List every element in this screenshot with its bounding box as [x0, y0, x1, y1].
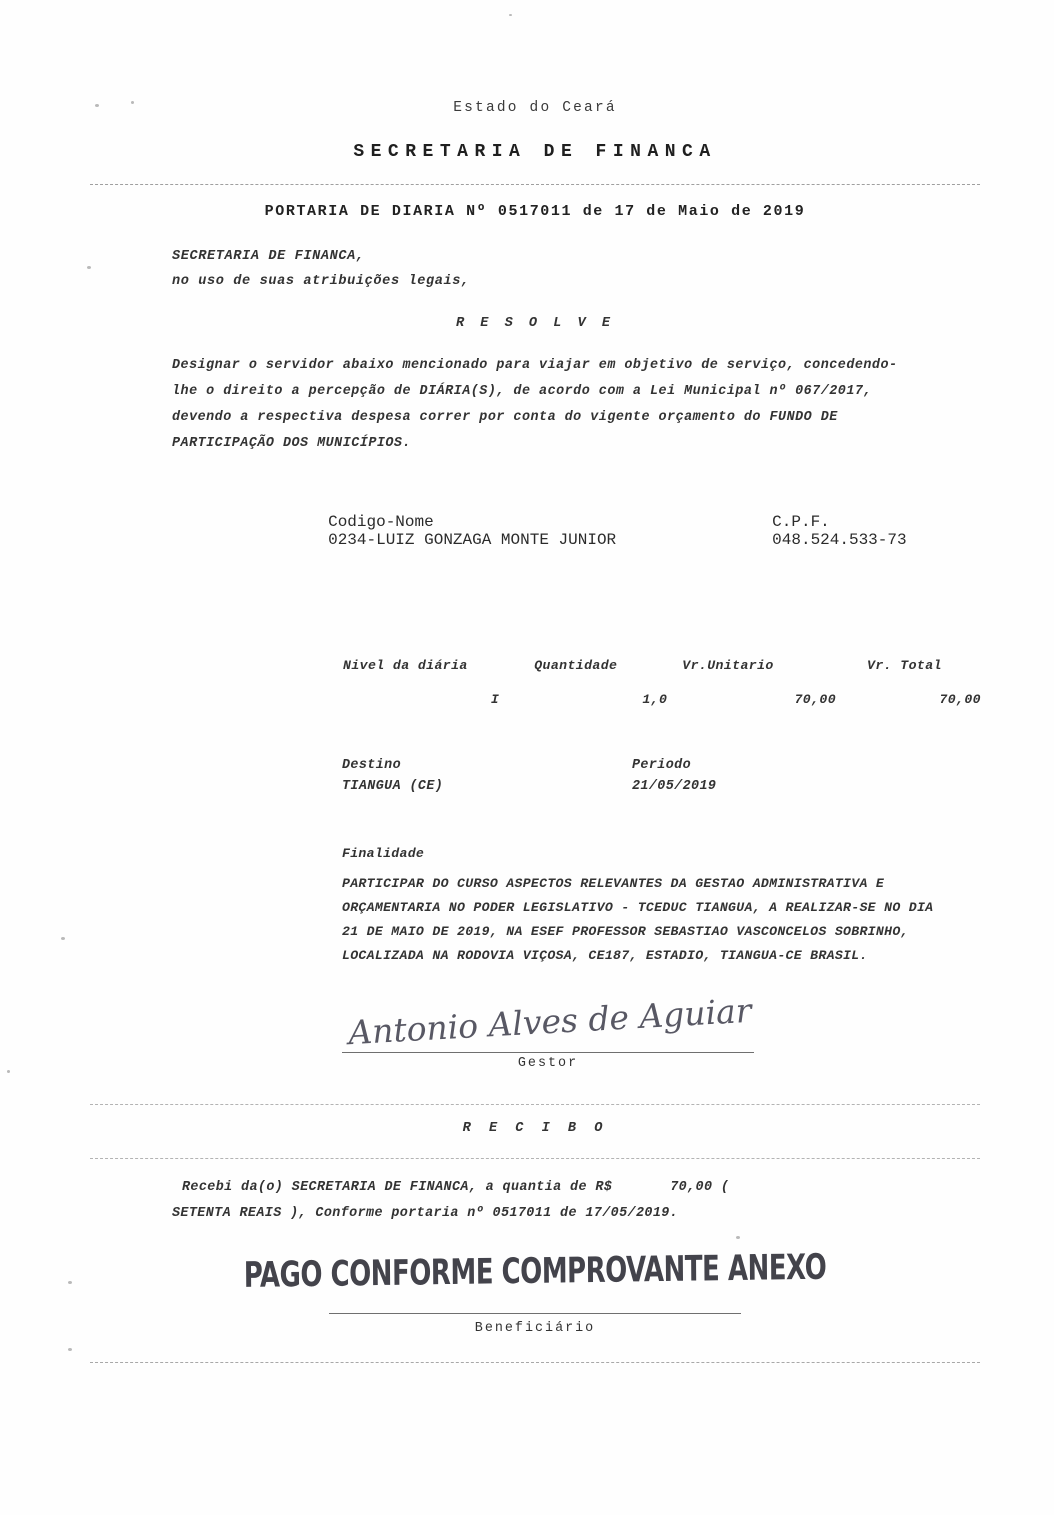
preamble-line-2: no uso de suas atribuições legais, — [172, 274, 470, 289]
gestor-label: Gestor — [517, 1056, 579, 1071]
servidor-section — [90, 513, 980, 549]
col-quantidade: Quantidade — [534, 658, 618, 673]
col-valor-unitario: Vr.Unitario — [682, 658, 774, 673]
paid-stamp: PAGO CONFORME COMPROVANTE ANEXO — [243, 1247, 827, 1297]
diaria-table-wrap — [90, 657, 980, 708]
portaria-number: PORTARIA DE DIARIA Nº 0517011 de 17 de Maio de 2019 — [264, 203, 806, 220]
destino-value: TIANGUA (CE) — [342, 779, 444, 794]
finalidade-text: PARTICIPAR DO CURSO ASPECTOS RELEVANTES DA GESTAO ADMINISTRATIVA E ORÇAMENTARIA NO PODER LEGISLATIVO - TCEDUC TIANGUA, A REALIZAR-SE NO DIA 21 DE MAIO DE 2019, NA ESEF PROFESSOR SEBASTIAO VASCONCELOS SOBRINHO, LOCALIZADA NA RODOVIA VIÇOSA, CE187, ESTADIO, TIANGUA-CE BRASIL. — [342, 876, 934, 963]
col-valor-total: Vr. Total — [867, 658, 942, 673]
preamble-line-1: SECRETARIA DE FINANCA, — [172, 249, 365, 264]
cell-valor-total: 70,00 — [939, 692, 981, 707]
codigo-nome-value: 0234-LUIZ GONZAGA MONTE JUNIOR — [328, 531, 617, 549]
designation-paragraph: Designar o servidor abaixo mencionado para viajar em objetivo de serviço, concedendo-lhe o direito a percepção de DIÁRIA(S), de acordo com a Lei Municipal nº 067/2017, devendo a respectiva despesa correr por conta do vigente orçamento do FUNDO DE PARTICIPAÇÃO DOS MUNICÍPIOS. — [172, 358, 898, 451]
col-nivel: Nivel da diária — [343, 658, 468, 673]
table-row — [342, 691, 982, 708]
destino-col — [342, 758, 632, 794]
codigo-nome-label: Codigo-Nome — [328, 513, 434, 531]
recibo-line-1: Recebi da(o) SECRETARIA DE FINANCA, a quantia de R$ — [182, 1180, 613, 1195]
beneficiario-label: Beneficiário — [474, 1321, 596, 1336]
divider-bottom — [90, 1362, 980, 1363]
periodo-label: Periodo — [632, 758, 692, 773]
finalidade-section — [90, 842, 980, 968]
divider-recibo-top — [90, 1104, 980, 1105]
scan-speck — [68, 1281, 72, 1284]
diaria-table — [342, 657, 982, 708]
signature-line — [342, 1052, 754, 1053]
resolve-heading: R E S O L V E — [455, 316, 615, 331]
viagem-section — [90, 758, 980, 794]
finalidade-label: Finalidade — [342, 846, 425, 861]
cell-nivel: I — [490, 692, 500, 707]
cell-valor-unitario: 70,00 — [794, 692, 837, 707]
preamble — [90, 244, 980, 294]
recibo-heading: R E C I B O — [462, 1121, 608, 1136]
divider-top — [90, 184, 980, 185]
estado-heading: Estado do Ceará — [453, 100, 617, 116]
cpf-label: C.P.F. — [772, 513, 830, 531]
servidor-col — [328, 513, 772, 549]
destino-label: Destino — [342, 758, 402, 773]
cpf-col — [772, 513, 980, 549]
recibo-amount: 70,00 ( — [670, 1180, 730, 1195]
beneficiario-line — [329, 1313, 741, 1314]
recibo-text — [90, 1175, 980, 1227]
signature-area — [90, 990, 980, 1082]
scan-speck — [61, 937, 65, 940]
periodo-value: 21/05/2019 — [632, 779, 717, 794]
cell-quantidade: 1,0 — [642, 692, 668, 707]
orgao-heading: SECRETARIA DE FINANCA — [353, 142, 717, 162]
scan-speck — [7, 1070, 10, 1073]
signature-script: Antonio Alves de Aguiar — [347, 990, 753, 1053]
document-body — [90, 0, 980, 1363]
divider-recibo-bottom — [90, 1158, 980, 1159]
scan-speck — [68, 1348, 72, 1351]
recibo-line-2: SETENTA REAIS ), Conforme portaria nº 0517011 de 17/05/2019. — [172, 1206, 679, 1221]
periodo-col — [632, 758, 716, 794]
table-header-row — [342, 657, 982, 691]
cpf-value: 048.524.533-73 — [772, 531, 907, 549]
